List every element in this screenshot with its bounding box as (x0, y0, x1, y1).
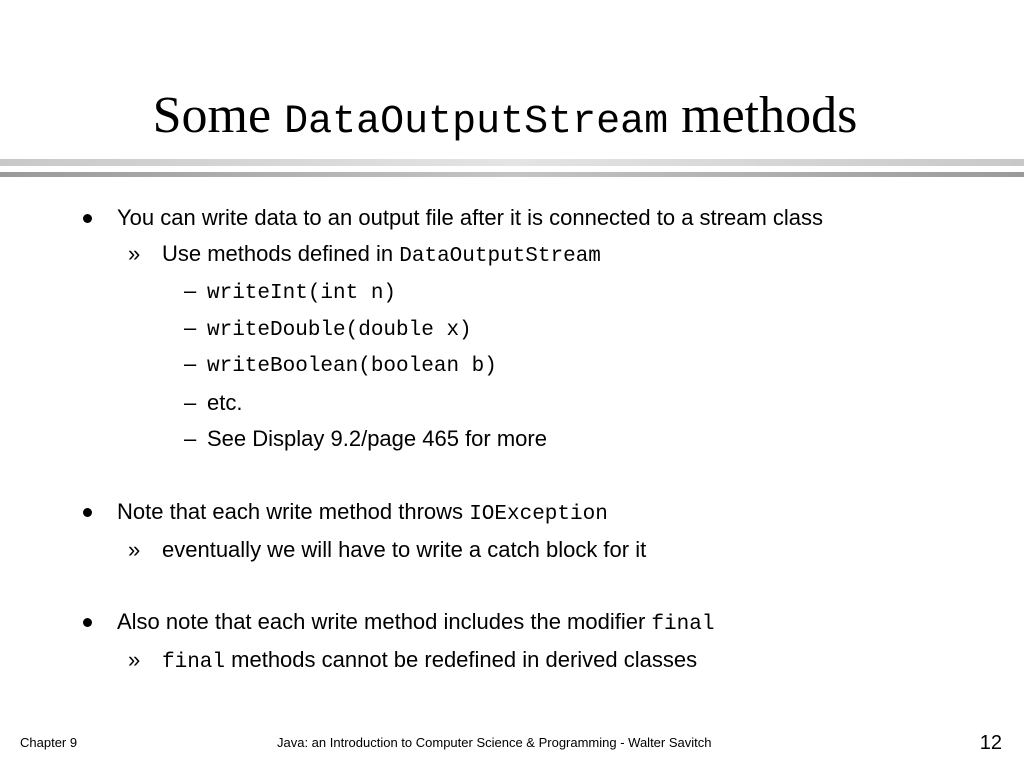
slide-title (0, 80, 1010, 159)
dash-marker-icon: – (184, 278, 197, 303)
bullet-2-sub: eventually we will have to write a catch block for it (162, 537, 647, 562)
list-item-text: See Display 9.2/page 465 for more (207, 426, 547, 451)
title-text-pre: Some (152, 87, 272, 144)
sub-marker-icon: » (128, 647, 141, 672)
title-divider-bottom (0, 172, 1024, 177)
method-item (207, 314, 472, 345)
dash-marker-icon: – (184, 351, 197, 376)
bullet-code: IOException (469, 503, 608, 526)
dash-marker-icon: – (184, 315, 197, 340)
bullet-1-sub (162, 240, 601, 271)
bullet-code: final (651, 613, 715, 636)
title-code: DataOutputStream (284, 100, 669, 145)
method-code: writeInt(int n) (207, 282, 397, 305)
bullet-3-sub (162, 646, 697, 677)
title-divider-top (0, 159, 1024, 166)
sub-text: methods cannot be redefined in derived classes (231, 647, 698, 672)
sub-text: Use methods defined in (162, 241, 394, 266)
bullet-2-text (117, 498, 608, 529)
footer-title: Java: an Introduction to Computer Science & Programming - Walter Savitch (277, 735, 712, 750)
bullet-1-text: You can write data to an output file after it is connected to a stream class (117, 205, 824, 230)
bullet-dot-icon (83, 214, 92, 223)
method-code: writeDouble(double x) (207, 319, 472, 342)
footer-chapter: Chapter 9 (20, 735, 78, 750)
method-item (207, 350, 497, 381)
sub-marker-icon: » (128, 241, 141, 266)
dash-marker-icon: – (184, 390, 197, 415)
sub-code: final (162, 651, 226, 674)
sub-marker-icon: » (128, 537, 141, 562)
dash-marker-icon: – (184, 426, 197, 451)
bullet-text: Note that each write method throws (117, 499, 464, 524)
bullet-3-text (117, 608, 714, 639)
method-code: writeBoolean(boolean b) (207, 355, 497, 378)
bullet-dot-icon (83, 508, 92, 517)
method-item (207, 277, 396, 308)
list-item-text: etc. (207, 390, 243, 415)
sub-code: DataOutputStream (399, 245, 601, 268)
bullet-text: Also note that each write method includes the modifier (117, 609, 646, 634)
page-number: 12 (979, 732, 1002, 754)
title-text-post: methods (681, 87, 858, 144)
bullet-dot-icon (83, 618, 92, 627)
